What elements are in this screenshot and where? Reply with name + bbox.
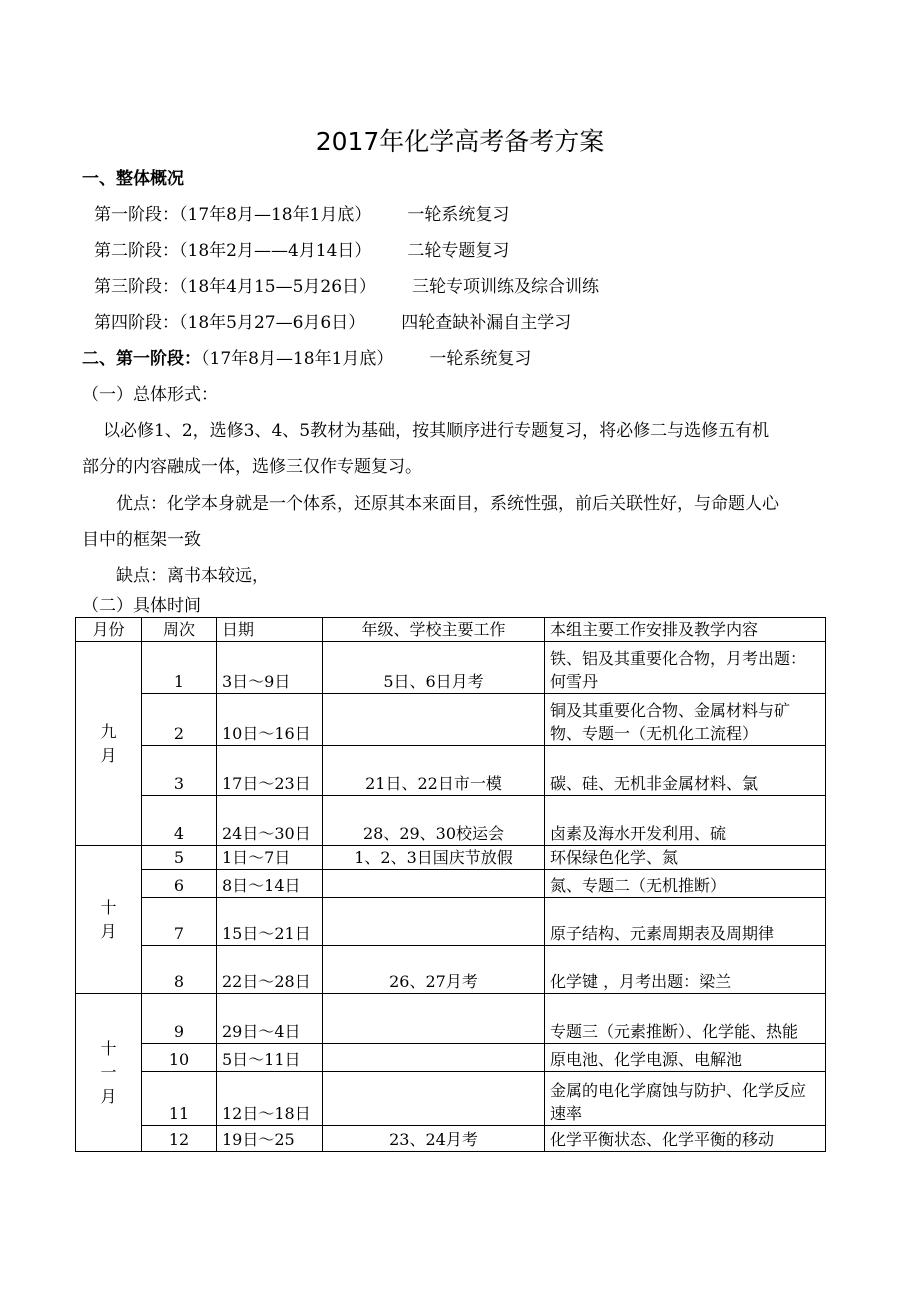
school-work-cell: 26、27月考	[323, 946, 545, 994]
phase-2	[94, 239, 509, 263]
disadvantages: 缺点：离书本较远，	[116, 566, 269, 586]
phase-1	[94, 203, 509, 227]
month-label: 十一月	[100, 1038, 117, 1106]
group-plan-cell: 铜及其重要化合物、金属材料与矿物、专题一（无机化工流程）	[545, 694, 826, 746]
phase-2-task: 二轮专题复习	[407, 241, 510, 261]
table-row	[76, 1044, 826, 1072]
table-row	[76, 694, 826, 746]
phase-4-task: 四轮查缺补漏自主学习	[401, 313, 572, 333]
group-plan-cell: 化学键 ，月考出题：梁兰	[545, 946, 826, 994]
section1-heading: 一、整体概况	[82, 169, 184, 189]
date-cell: 15日～21日	[217, 898, 323, 946]
advantages-line2: 目中的框架一致	[82, 530, 201, 550]
week-cell: 4	[142, 796, 217, 846]
section2-heading-task: 一轮系统复习	[429, 349, 532, 369]
page-title: 2017年化学高考备考方案	[315, 127, 605, 156]
section2-heading	[82, 347, 531, 371]
table-header-row	[76, 618, 826, 642]
header-week: 周次	[142, 618, 217, 642]
table-row	[76, 746, 826, 796]
header-group-plan: 本组主要工作安排及教学内容	[545, 618, 826, 642]
header-school-work: 年级、学校主要工作	[323, 618, 545, 642]
group-plan-cell: 原子结构、元素周期表及周期律	[545, 898, 826, 946]
week-cell: 9	[142, 994, 217, 1044]
date-cell: 17日～23日	[217, 746, 323, 796]
school-work-cell	[323, 870, 545, 898]
school-work-cell: 21日、22日市一模	[323, 746, 545, 796]
month-label: 九月	[100, 721, 117, 765]
schedule-table	[75, 617, 826, 1152]
table-row	[76, 642, 826, 694]
group-plan-cell: 专题三（元素推断）、化学能、热能	[545, 994, 826, 1044]
table-row	[76, 898, 826, 946]
date-cell: 3日～9日	[217, 642, 323, 694]
date-cell: 8日～14日	[217, 870, 323, 898]
subsection-specific-time: （二）具体时间	[82, 596, 201, 616]
group-plan-cell: 铁、铝及其重要化合物，月考出题：何雪丹	[545, 642, 826, 694]
month-cell	[76, 846, 142, 994]
school-work-cell	[323, 994, 545, 1044]
school-work-cell: 23、24月考	[323, 1126, 545, 1152]
week-cell: 11	[142, 1072, 217, 1126]
week-cell: 1	[142, 642, 217, 694]
date-cell: 19日～25	[217, 1126, 323, 1152]
date-cell: 29日～4日	[217, 994, 323, 1044]
date-cell: 10日～16日	[217, 694, 323, 746]
table-row	[76, 994, 826, 1044]
phase-2-label: 第二阶段：（18年2月——4月14日）	[94, 241, 372, 261]
phase-1-label: 第一阶段：（17年8月—18年1月底）	[94, 205, 372, 225]
school-work-cell: 1、2、3日国庆节放假	[323, 846, 545, 870]
month-cell	[76, 642, 142, 846]
date-cell: 5日～11日	[217, 1044, 323, 1072]
header-month: 月份	[76, 618, 142, 642]
advantages-line1: 优点：化学本身就是一个体系，还原其本来面目，系统性强，前后关联性好，与命题人心	[116, 494, 779, 514]
week-cell: 2	[142, 694, 217, 746]
month-cell	[76, 994, 142, 1152]
group-plan-cell: 金属的电化学腐蚀与防护、化学反应速率	[545, 1072, 826, 1126]
week-cell: 10	[142, 1044, 217, 1072]
school-work-cell: 28、29、30校运会	[323, 796, 545, 846]
header-date: 日期	[217, 618, 323, 642]
table-row	[76, 946, 826, 994]
group-plan-cell: 碳、硅、无机非金属材料、氯	[545, 746, 826, 796]
table-row	[76, 796, 826, 846]
group-plan-cell: 卤素及海水开发利用、硫	[545, 796, 826, 846]
date-cell: 1日～7日	[217, 846, 323, 870]
month-label: 十月	[100, 897, 117, 941]
para-overall-line2: 部分的内容融成一体，选修三仅作专题复习。	[82, 457, 422, 477]
table-row	[76, 1126, 826, 1152]
week-cell: 5	[142, 846, 217, 870]
school-work-cell	[323, 898, 545, 946]
table-row	[76, 1072, 826, 1126]
group-plan-cell: 环保绿色化学、氮	[545, 846, 826, 870]
table-row	[76, 870, 826, 898]
week-cell: 6	[142, 870, 217, 898]
group-plan-cell: 原电池、化学电源、电解池	[545, 1044, 826, 1072]
group-plan-cell: 化学平衡状态、化学平衡的移动	[545, 1126, 826, 1152]
school-work-cell: 5日、6日月考	[323, 642, 545, 694]
para-overall-line1: 以必修1、2，选修3、4、5教材为基础，按其顺序进行专题复习，将必修二与选修五有机	[103, 421, 770, 441]
phase-3	[94, 275, 599, 299]
phase-4-label: 第四阶段：（18年5月27—6月6日）	[94, 313, 366, 333]
section2-heading-rest: （17年8月—18年1月底）	[201, 349, 394, 369]
group-plan-cell: 氮、专题二（无机推断）	[545, 870, 826, 898]
date-cell: 24日～30日	[217, 796, 323, 846]
table-row	[76, 846, 826, 870]
week-cell: 3	[142, 746, 217, 796]
school-work-cell	[323, 1072, 545, 1126]
section2-heading-label: 二、第一阶段：	[82, 349, 201, 369]
school-work-cell	[323, 694, 545, 746]
date-cell: 22日～28日	[217, 946, 323, 994]
week-cell: 7	[142, 898, 217, 946]
school-work-cell	[323, 1044, 545, 1072]
phase-3-label: 第三阶段：（18年4月15—5月26日）	[94, 277, 377, 297]
date-cell: 12日～18日	[217, 1072, 323, 1126]
phase-3-task: 三轮专项训练及综合训练	[412, 277, 600, 297]
phase-4	[94, 311, 571, 335]
subsection-overall-form: （一）总体形式：	[82, 385, 218, 405]
week-cell: 8	[142, 946, 217, 994]
phase-1-task: 一轮系统复习	[407, 205, 510, 225]
week-cell: 12	[142, 1126, 217, 1152]
